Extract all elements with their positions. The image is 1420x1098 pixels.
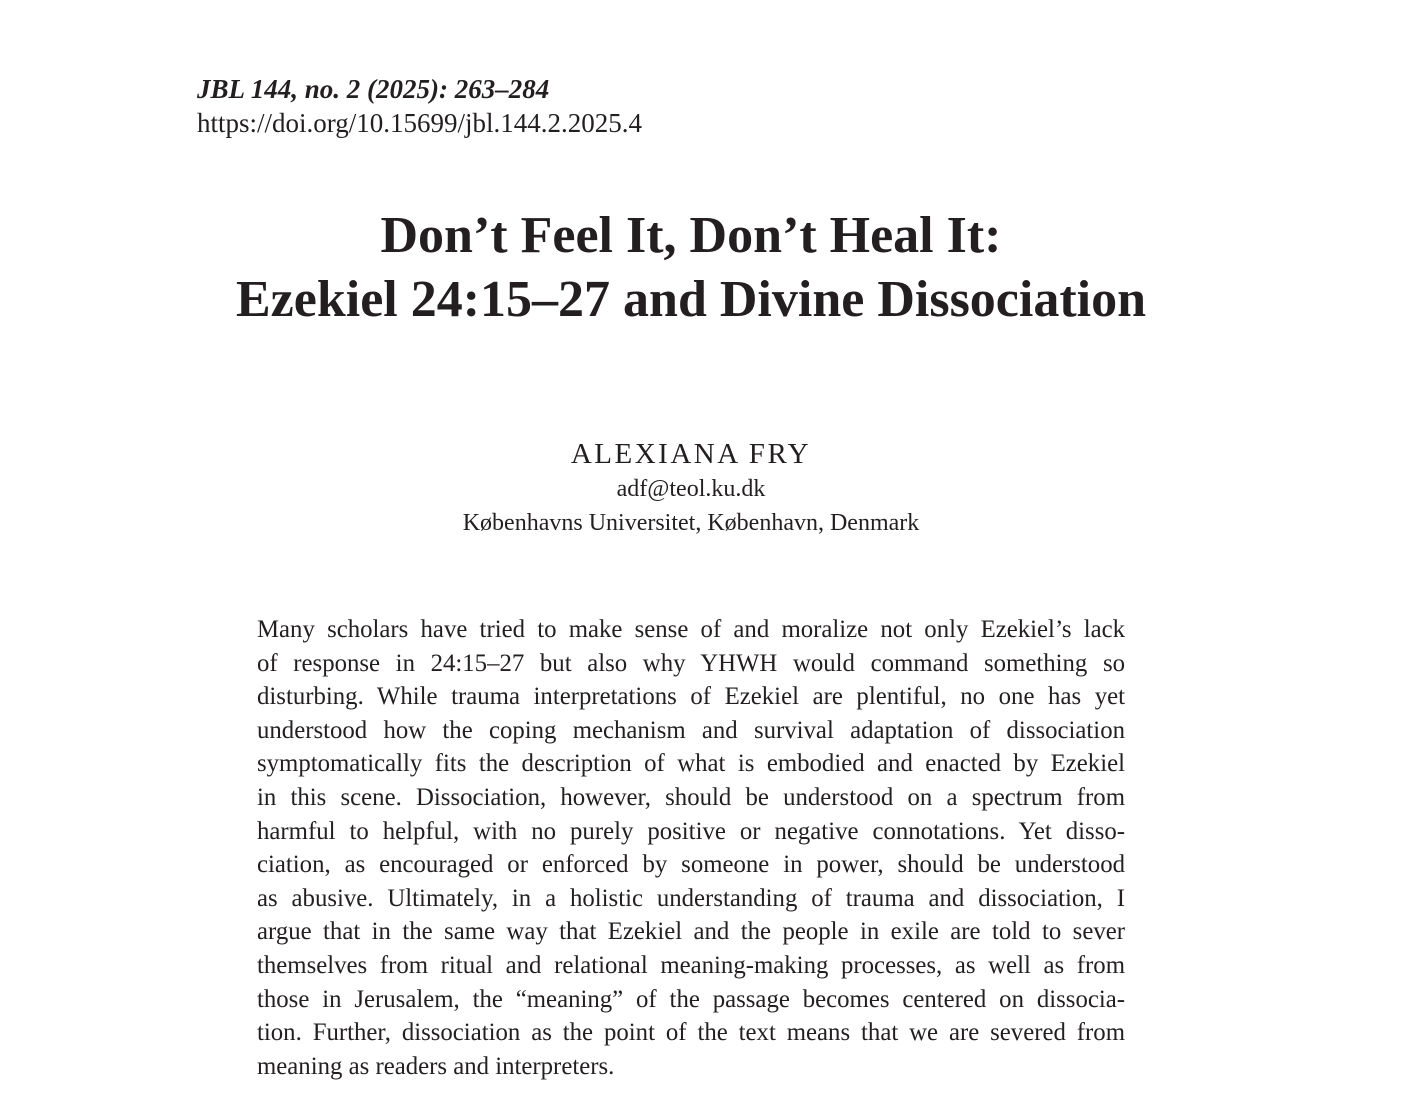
abstract-line: argue that in the same way that Ezekiel and the people in exile are told to sever <box>257 918 1125 946</box>
article-title <box>0 204 1382 332</box>
abstract-line: understood how the coping mechanism and survival adaptation of dissociation <box>257 716 1125 744</box>
abstract-line: as abusive. Ultimately, in a holistic understanding of trauma and dissociation, I <box>257 884 1125 912</box>
title-line-1: Don’t Feel It, Don’t Heal It: <box>380 207 1002 264</box>
author-email[interactable]: adf@teol.ku.dk <box>616 476 766 502</box>
title-line-2: Ezekiel 24:15–27 and Divine Dissociation <box>235 271 1147 328</box>
abstract-line: disturbing. While trauma interpretations of Ezekiel are plentiful, no one has yet <box>257 683 1125 711</box>
author-block <box>0 436 1382 540</box>
abstract-line: themselves from ritual and relational meaning-making processes, as well as from <box>257 951 1125 979</box>
abstract-line: in this scene. Dissociation, however, should be understood on a spectrum from <box>257 783 1125 811</box>
abstract-line: symptomatically fits the description of what is embodied and enacted by Ezekiel <box>257 750 1125 778</box>
journal-citation: JBL 144, no. 2 (2025): 263–284 <box>197 74 550 104</box>
abstract-line: harmful to helpful, with no purely positive or negative connotations. Yet disso- <box>257 817 1125 845</box>
abstract-line: of response in 24:15–27 but also why YHWH would command something so <box>257 649 1125 677</box>
abstract <box>257 613 1125 1083</box>
abstract-line: meaning as readers and interpreters. <box>257 1052 615 1080</box>
article-header <box>197 72 642 140</box>
author-affiliation: Københavns Universitet, København, Denmark <box>462 510 920 536</box>
author-name: ALEXIANA FRY <box>570 438 812 470</box>
abstract-line: those in Jerusalem, the “meaning” of the passage becomes centered on dissocia- <box>257 985 1125 1013</box>
abstract-line: tion. Further, dissociation as the point of the text means that we are severed from <box>257 1019 1125 1047</box>
doi-link[interactable]: https://doi.org/10.15699/jbl.144.2.2025.4 <box>197 108 643 138</box>
abstract-line: Many scholars have tried to make sense of and moralize not only Ezekiel’s lack <box>257 616 1125 643</box>
abstract-line: ciation, as encouraged or enforced by someone in power, should be understood <box>257 851 1125 879</box>
